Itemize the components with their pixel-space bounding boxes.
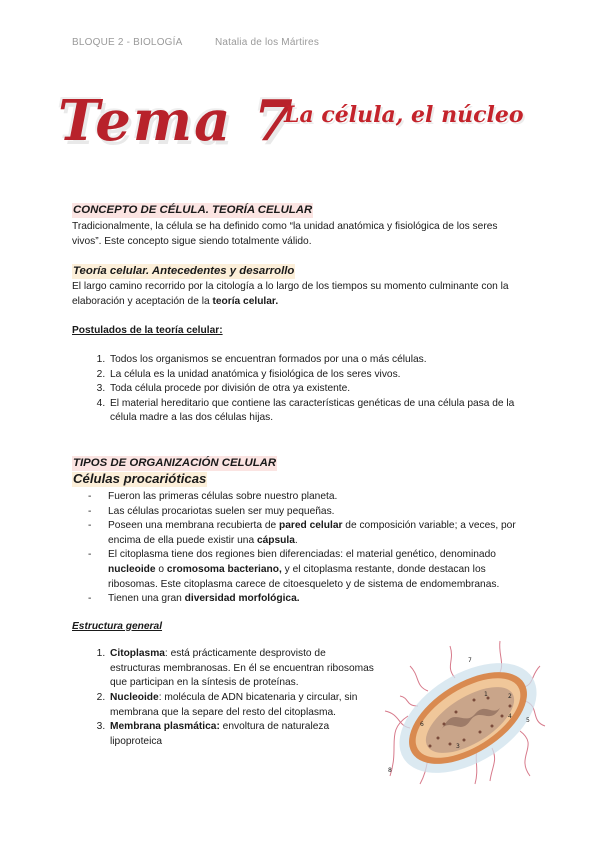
figure-label: 4 xyxy=(508,713,512,720)
list-item: - Fueron las primeras células sobre nuestro planeta. xyxy=(108,490,522,505)
teoria-paragraph: El largo camino recorrido por la citología a lo largo de los tiempos su momento culminante con la elaboración y aceptación de la teoría celular. xyxy=(72,281,509,307)
procariotas-list xyxy=(72,490,522,607)
estructura-list xyxy=(72,647,378,749)
list-item: - Poseen una membrana recubierta de pared celular de composición variable; a veces, por encima de ella puede existir una cápsula. xyxy=(108,519,522,548)
figure-label: 6 xyxy=(420,721,424,728)
list-item: 2. La célula es la unidad anatómica y fisiológica de los seres vivos. xyxy=(108,368,522,383)
list-item: - El citoplasma tiene dos regiones bien diferenciadas: el material genético, denominado nucleoide o cromosoma bacteriano, y el citoplasma restante, donde destacan los ribosomas. Este citoplasma carece de citoesqueleto y de sistema de endomembranas. xyxy=(108,548,522,592)
figure-label: 2 xyxy=(508,693,512,700)
list-item: 1. Todos los organismos se encuentran formados por una o más células. xyxy=(108,353,522,368)
list-item: 3. Membrana plasmática: envoltura de naturaleza lipoproteica xyxy=(108,720,378,749)
postulados-list xyxy=(72,353,522,426)
figure-label: 7 xyxy=(468,657,472,664)
list-item: 2. Nucleoide: molécula de ADN bicatenaria y circular, sin membrana que la separe del resto del citoplasma. xyxy=(108,691,378,720)
concepto-paragraph: Tradicionalmente, la célula se ha definido como “la unidad anatómica y fisiológica de los seres vivos”. Este concepto sigue siendo totalmente válido. xyxy=(72,221,498,247)
list-item: 4. El material hereditario que contiene las características genéticas de una célula pasa de la célula madre a las dos células hijas. xyxy=(108,397,522,426)
list-item: - Tienen una gran diversidad morfológica. xyxy=(108,592,522,607)
figure-label: 8 xyxy=(388,767,392,774)
section-heading-teoria: Teoría celular. Antecedentes y desarrollo xyxy=(73,265,295,278)
prokaryote-cell-illustration xyxy=(380,636,550,786)
section-heading-concepto: CONCEPTO DE CÉLULA. TEORÍA CELULAR xyxy=(73,204,313,216)
section-heading-procariotas: Células procarióticas xyxy=(73,470,207,486)
figure-label: 3 xyxy=(456,743,460,750)
page-title xyxy=(58,88,538,158)
list-item: 1. Citoplasma: está prácticamente desprovisto de estructuras membranosas. En él se encuentran ribosomas que participan en la síntesis de proteínas. xyxy=(108,647,378,691)
tema-subtitle: La célula, el núcleo xyxy=(284,102,524,128)
list-item: - Las células procariotas suelen ser muy pequeñas. xyxy=(108,505,522,520)
figure-label: 5 xyxy=(526,717,530,724)
section-heading-tipos: TIPOS DE ORGANIZACIÓN CELULAR xyxy=(73,456,277,469)
tema-title: Tema 7 xyxy=(58,88,295,154)
course-label: BLOQUE 2 - BIOLOGÍA xyxy=(72,37,182,48)
figure-label: 1 xyxy=(484,691,488,698)
page-header xyxy=(72,37,319,48)
estructura-title: Estructura general xyxy=(72,620,163,632)
author-label: Natalia de los Mártires xyxy=(214,37,320,48)
postulados-title: Postulados de la teoría celular: xyxy=(72,325,223,337)
list-item: 3. Toda célula procede por división de otra ya existente. xyxy=(108,382,522,397)
